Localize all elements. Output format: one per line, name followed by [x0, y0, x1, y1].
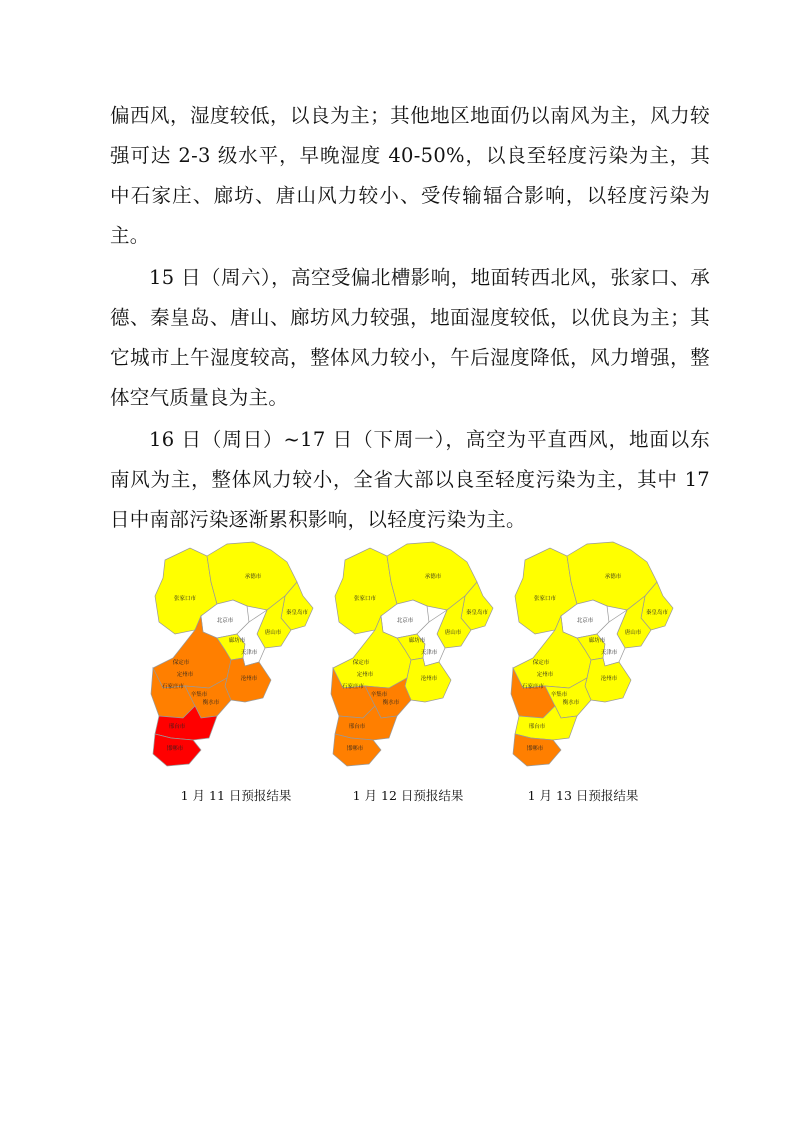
city-label-beijing: 北京市: [576, 618, 594, 624]
city-label-xingtai: 邢台市: [168, 724, 186, 730]
city-label-qinhuangdao: 秦皇岛市: [645, 610, 669, 616]
city-label-tangshan: 唐山市: [624, 630, 642, 636]
city-label-cangzhou: 沧州市: [240, 676, 258, 682]
city-label-beijing: 北京市: [396, 618, 414, 624]
city-label-baoding: 保定市: [532, 660, 550, 666]
hebei-map-svg: [145, 538, 317, 770]
city-label-zhangjiakou: 张家口市: [353, 596, 377, 602]
city-label-chengde: 承德市: [424, 574, 442, 580]
forecast-map-jan-11: [145, 538, 317, 770]
city-label-xinji: 辛集市: [370, 692, 388, 698]
map-caption-jan-11: 1 月 11 日预报结果: [180, 788, 292, 803]
city-label-langfang: 廊坊市: [588, 638, 606, 644]
city-label-cangzhou: 沧州市: [420, 676, 438, 682]
city-label-baoding: 保定市: [352, 660, 370, 666]
city-label-xingtai: 邢台市: [528, 724, 546, 730]
hebei-map-svg: [325, 538, 497, 770]
paragraph-3: 16 日（周日）~17 日（下周一），高空为平直西风，地面以东南风为主，整体风力较小，全省大部以良至轻度污染为主，其中 17 日中南部污染逐渐累积影响，以轻度污染为主。: [110, 428, 710, 531]
city-label-qinhuangdao: 秦皇岛市: [285, 610, 309, 616]
map-caption-jan-12: 1 月 12 日预报结果: [352, 788, 464, 803]
city-label-shijiazhuang: 石家庄市: [521, 684, 545, 690]
city-label-langfang: 廊坊市: [228, 638, 246, 644]
city-label-xinji: 辛集市: [550, 692, 568, 698]
city-label-qinhuangdao: 秦皇岛市: [465, 610, 489, 616]
paragraph-2: 15 日（周六），高空受偏北槽影响，地面转西北风，张家口、承德、秦皇岛、唐山、廊坊风力较强，地面湿度较低，以优良为主；其它城市上午湿度较高，整体风力较小，午后湿度降低，风力增强，整体空气质量良为主。: [110, 266, 710, 409]
city-label-shijiazhuang: 石家庄市: [161, 684, 185, 690]
map-caption-jan-13: 1 月 13 日预报结果: [527, 788, 639, 803]
forecast-map-jan-12: [325, 538, 497, 770]
hebei-map-svg: [505, 538, 677, 770]
city-label-cangzhou: 沧州市: [600, 676, 618, 682]
city-label-dingzhou: 定州市: [356, 672, 374, 678]
city-label-handan: 邯郸市: [166, 746, 184, 752]
city-label-handan: 邯郸市: [526, 746, 544, 752]
city-label-hengshui: 衡水市: [562, 700, 580, 706]
city-label-langfang: 廊坊市: [408, 638, 426, 644]
city-label-xingtai: 邢台市: [348, 724, 366, 730]
city-label-dingzhou: 定州市: [176, 672, 194, 678]
city-label-tangshan: 唐山市: [264, 630, 282, 636]
city-label-chengde: 承德市: [244, 574, 262, 580]
city-label-beijing: 北京市: [216, 618, 234, 624]
city-label-tianjin: 天津市: [600, 650, 618, 656]
city-label-tianjin: 天津市: [420, 650, 438, 656]
city-label-hengshui: 衡水市: [382, 700, 400, 706]
city-label-dingzhou: 定州市: [536, 672, 554, 678]
city-label-chengde: 承德市: [604, 574, 622, 580]
city-label-zhangjiakou: 张家口市: [533, 596, 557, 602]
city-label-zhangjiakou: 张家口市: [173, 596, 197, 602]
city-label-tianjin: 天津市: [240, 650, 258, 656]
city-label-tangshan: 唐山市: [444, 630, 462, 636]
city-label-handan: 邯郸市: [346, 746, 364, 752]
city-label-baoding: 保定市: [172, 660, 190, 666]
city-label-hengshui: 衡水市: [202, 700, 220, 706]
forecast-map-jan-13: [505, 538, 677, 770]
paragraph-1: 偏西风，湿度较低，以良为主；其他地区地面仍以南风为主，风力较强可达 2-3 级水平，早晚湿度 40-50%，以良至轻度污染为主，其中石家庄、廊坊、唐山风力较小、受传输辐合影响，以轻度污染为主。: [110, 104, 710, 247]
city-label-shijiazhuang: 石家庄市: [341, 684, 365, 690]
city-label-xinji: 辛集市: [190, 692, 208, 698]
